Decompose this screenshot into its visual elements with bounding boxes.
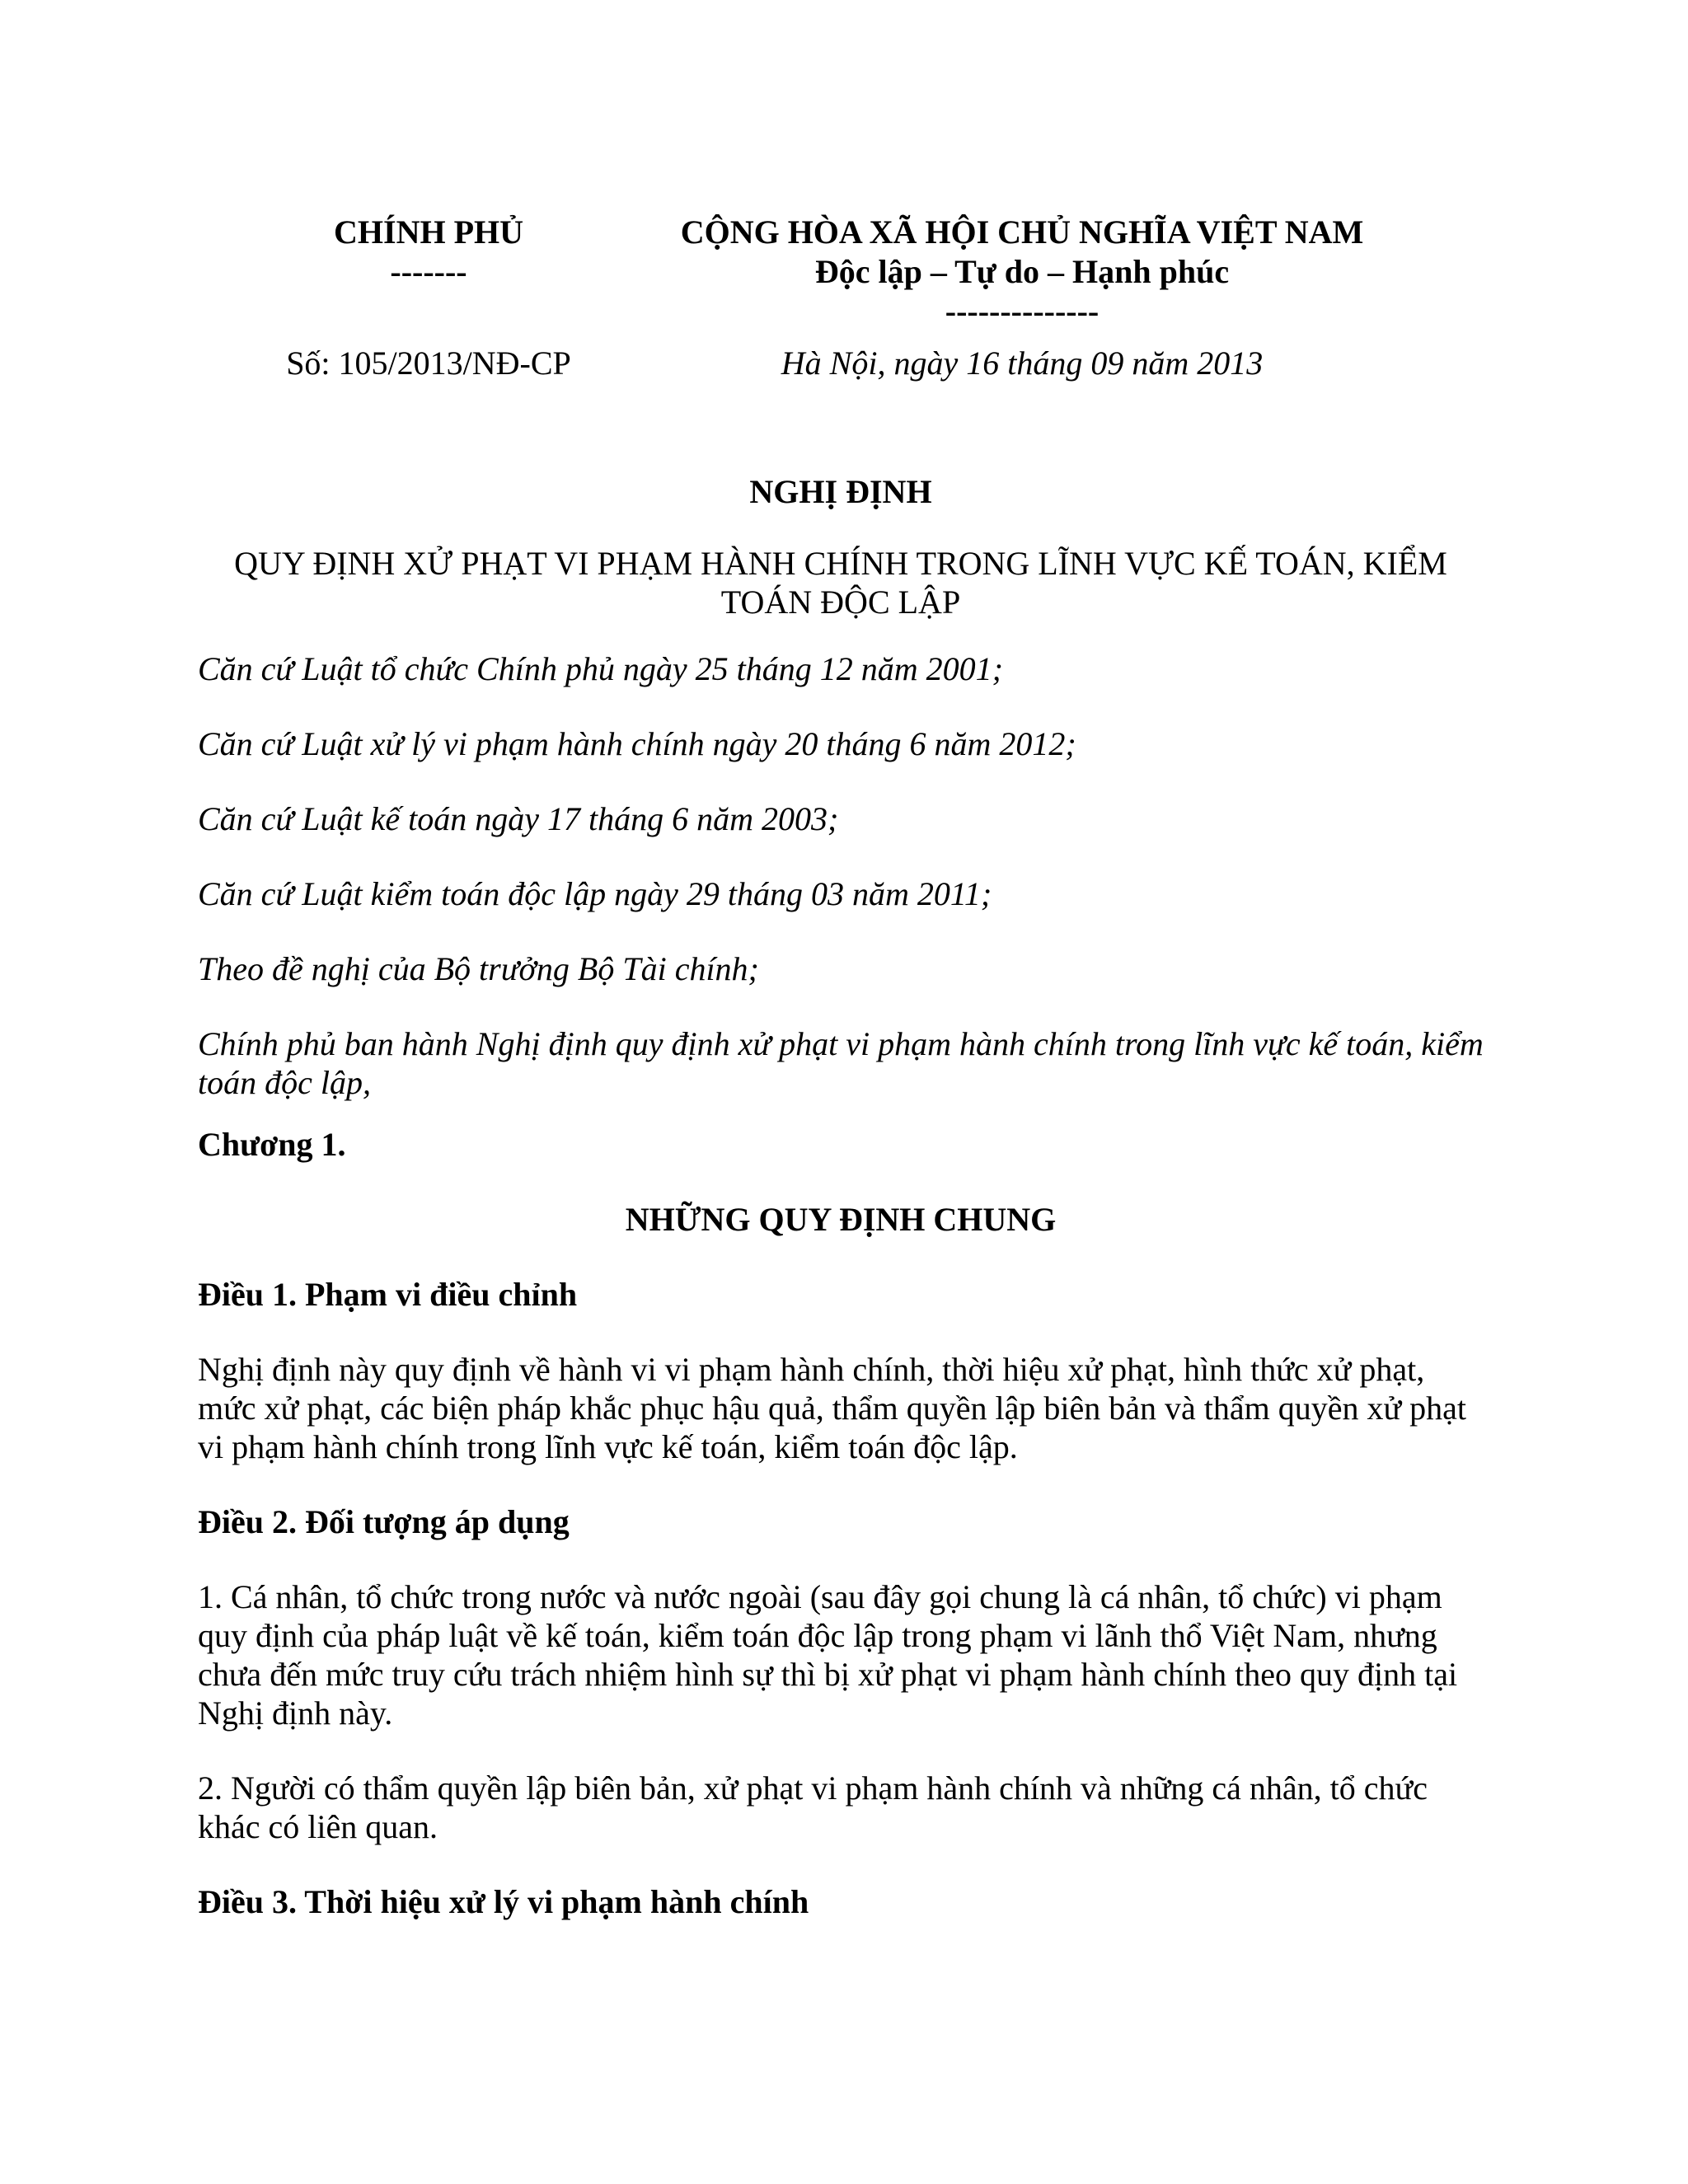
issuer-block xyxy=(247,213,610,292)
article-title: Điều 2. Đối tượng áp dụng xyxy=(198,1503,570,1540)
article-paragraph: 1. Cá nhân, tổ chức trong nước và nước ngoài (sau đây gọi chung là cá nhân, tổ chức) vi phạm quy định của pháp luật về kế toán, kiểm toán độc lập trong phạm vi lãnh thổ Việt Nam, nhưng chưa đến mức truy cứu trách nhiệm hình sự thì bị xử phạt vi phạm hành chính theo quy định tại Nghị định này. xyxy=(198,1578,1458,1732)
article-2 xyxy=(198,1502,1484,1846)
legal-basis: Căn cứ Luật xử lý vi phạm hành chính ngày 20 tháng 6 năm 2012; xyxy=(198,725,1076,762)
issuer-name: CHÍNH PHỦ xyxy=(334,213,523,251)
legal-bases xyxy=(198,649,1484,1102)
legal-basis: Căn cứ Luật tổ chức Chính phủ ngày 25 tháng 12 năm 2001; xyxy=(198,650,1003,687)
chapter-title: NHỮNG QUY ĐỊNH CHUNG xyxy=(625,1201,1057,1238)
chapter-label: Chương 1. xyxy=(198,1126,346,1163)
legal-basis: Căn cứ Luật kế toán ngày 17 tháng 6 năm 2003; xyxy=(198,800,839,837)
document-number: Số: 105/2013/NĐ-CP xyxy=(286,344,571,382)
national-block xyxy=(610,213,1434,331)
document-subtitle: QUY ĐỊNH XỬ PHẠT VI PHẠM HÀNH CHÍNH TRONG LĨNH VỰC KẾ TOÁN, KIỂM TOÁN ĐỘC LẬP xyxy=(234,545,1447,621)
article-title: Điều 3. Thời hiệu xử lý vi phạm hành chính xyxy=(198,1883,809,1920)
legal-basis: Căn cứ Luật kiểm toán độc lập ngày 29 tháng 03 năm 2011; xyxy=(198,875,992,912)
document-meta xyxy=(0,340,1688,390)
document-body xyxy=(198,472,1484,1921)
legal-basis: Theo đề nghị của Bộ trưởng Bộ Tài chính; xyxy=(198,950,759,987)
issuer-rule: ------- xyxy=(390,253,467,290)
article-paragraph: 2. Người có thẩm quyền lập biên bản, xử phạt vi phạm hành chính và những cá nhân, tổ chức khác có liên quan. xyxy=(198,1769,1428,1845)
article-title: Điều 1. Phạm vi điều chỉnh xyxy=(198,1276,578,1313)
national-motto: Độc lập – Tự do – Hạnh phúc xyxy=(814,253,1230,290)
enactment-clause: Chính phủ ban hành Nghị định quy định xử phạt vi phạm hành chính trong lĩnh vực kế toán, kiểm toán độc lập, xyxy=(198,1025,1484,1101)
article-paragraph: Nghị định này quy định về hành vi vi phạm hành chính, thời hiệu xử phạt, hình thức xử phạt, mức xử phạt, các biện pháp khắc phục hậu quả, thẩm quyền lập biên bản và thẩm quyền xử phạt vi phạm hành chính trong lĩnh vực kế toán, kiểm toán độc lập. xyxy=(198,1351,1467,1465)
article-3 xyxy=(198,1882,1484,1921)
document-title: NGHỊ ĐỊNH xyxy=(749,473,932,510)
article-1 xyxy=(198,1275,1484,1466)
nation-name: CỘNG HÒA XÃ HỘI CHỦ NGHĨA VIỆT NAM xyxy=(680,213,1364,251)
place-and-date: Hà Nội, ngày 16 tháng 09 năm 2013 xyxy=(781,344,1264,382)
motto-rule: -------------- xyxy=(945,293,1100,330)
